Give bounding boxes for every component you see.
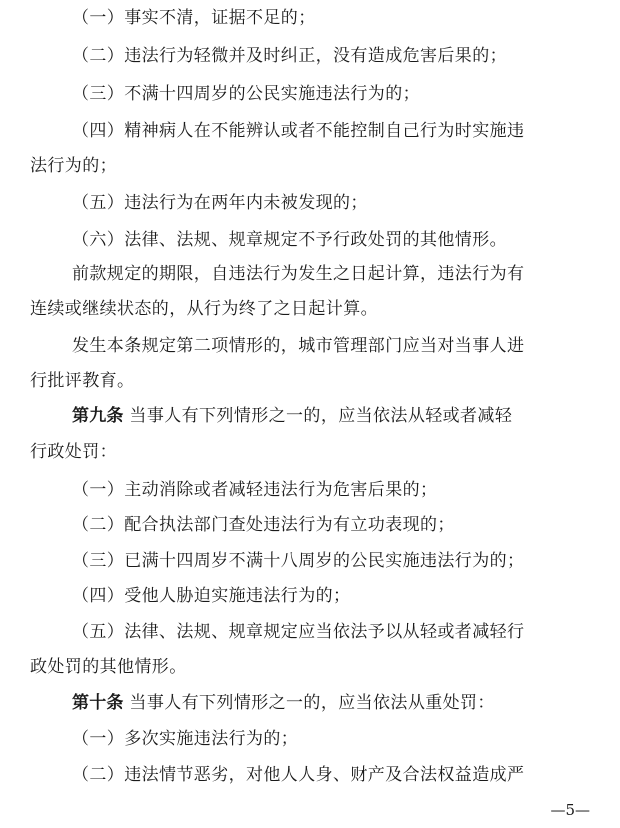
article9-intro-text: 当事人有下列情形之一的，应当依法从轻或者减轻 (129, 406, 513, 426)
article8-item-6: （六）法律、法规、规章规定不予行政处罚的其他情形。 (72, 230, 507, 250)
article9-intro-line-2: 行政处罚： (30, 442, 117, 462)
article8-period-paragraph-line-2: 连续或继续状态的，从行为终了之日起计算。 (30, 299, 378, 319)
article10-label: 第十条 (72, 693, 124, 713)
article9-item-4: （四）受他人胁迫实施违法行为的； (72, 586, 351, 606)
article8-item-1: （一）事实不清，证据不足的； (72, 8, 316, 28)
article8-period-paragraph-line-1: 前款规定的期限，自违法行为发生之日起计算，违法行为有 (72, 264, 525, 284)
article9-item-5-cont: 政处罚的其他情形。 (30, 657, 187, 677)
article9-item-2: （二）配合执法部门查处违法行为有立功表现的； (72, 515, 455, 535)
article10-item-2: （二）违法情节恶劣，对他人人身、财产及合法权益造成严 (72, 765, 525, 785)
article8-education-paragraph-line-1: 发生本条规定第二项情形的，城市管理部门应当对当事人进 (72, 336, 525, 356)
article10-item-1: （一）多次实施违法行为的； (72, 729, 299, 749)
article8-item-4-cont: 法行为的； (30, 156, 117, 176)
article8-item-3: （三）不满十四周岁的公民实施违法行为的； (72, 84, 420, 104)
article8-item-2: （二）违法行为轻微并及时纠正，没有造成危害后果的； (72, 46, 507, 66)
article9-intro-line-1 (72, 405, 586, 427)
article9-label: 第九条 (72, 406, 124, 426)
article8-education-paragraph-line-2: 行批评教育。 (30, 371, 135, 391)
article9-item-3: （三）已满十四周岁不满十八周岁的公民实施违法行为的； (72, 551, 525, 571)
article8-item-5: （五）违法行为在两年内未被发现的； (72, 193, 368, 213)
article9-item-5: （五）法律、法规、规章规定应当依法予以从轻或者减轻行 (72, 622, 525, 642)
article10-intro-text: 当事人有下列情形之一的，应当依法从重处罚： (129, 693, 495, 713)
article10-intro-line (72, 692, 586, 714)
article8-item-4: （四）精神病人在不能辨认或者不能控制自己行为时实施违 (72, 121, 525, 141)
article9-item-1: （一）主动消除或者减轻违法行为危害后果的； (72, 480, 438, 500)
page-number: —5— (550, 801, 590, 819)
